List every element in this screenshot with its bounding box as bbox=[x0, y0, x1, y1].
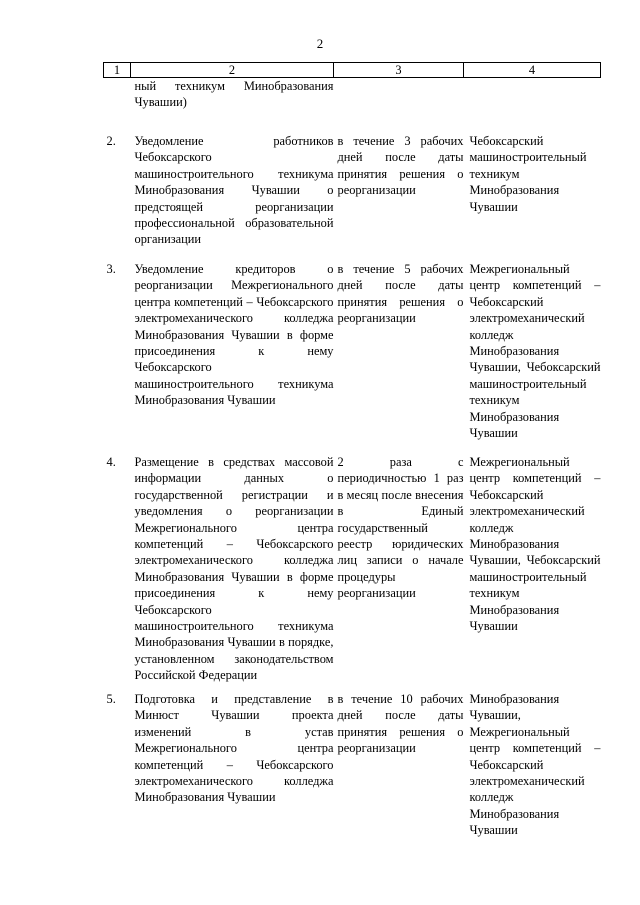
row-number: 5. bbox=[106, 692, 116, 706]
row-deadline bbox=[334, 78, 464, 134]
page-number: 2 bbox=[316, 36, 324, 51]
row-action: Размещение в средствах массовой информации данных о государственной регистрации и уведомления о реорганизации Межрегионального центра компетенций – Чебоксарского электромеханического колледжа Минобразования Чувашии в форме присоединения к нему Чебоксарского машиностроительного техникума Минобразования Чувашии в порядке, установленном законодательством Российской Федерации bbox=[134, 455, 334, 683]
plan-table bbox=[103, 62, 601, 839]
row-number: 2. bbox=[106, 134, 116, 148]
row-responsible: Межрегиональный центр компетенций – Чебоксарский электромеханический колледж Минобразования Чувашии, Чебоксарский машиностроительный техникум Минобразования Чувашии bbox=[469, 262, 601, 441]
table-row-continuation bbox=[104, 78, 601, 134]
column-number-1: 1 bbox=[104, 63, 131, 78]
row-responsible: Межрегиональный центр компетенций – Чебоксарский электромеханический колледж Минобразования Чувашии, Чебоксарский машиностроительный техникум Минобразования Чувашии bbox=[469, 455, 601, 634]
column-number-4: 4 bbox=[464, 63, 601, 78]
row-deadline: в течение 10 рабочих дней после даты принятия решения о реорганизации bbox=[337, 692, 464, 756]
row-number: 3. bbox=[106, 262, 116, 276]
row-deadline: 2 раза с периодичностью 1 раз в месяц после внесения в Единый государственный реестр юридических лиц записи о начале процедуры реорганизации bbox=[337, 455, 464, 601]
row-deadline: в течение 5 рабочих дней после даты принятия решения о реорганизации bbox=[337, 262, 464, 326]
row-responsible bbox=[464, 78, 601, 134]
row-number bbox=[104, 78, 131, 134]
table-row bbox=[104, 133, 601, 261]
table-header-row bbox=[104, 63, 601, 78]
column-number-3: 3 bbox=[334, 63, 464, 78]
row-action: ный техникум Минобразования Чувашии) bbox=[134, 79, 334, 110]
column-number-2: 2 bbox=[131, 63, 334, 78]
row-action: Подготовка и представление в Минюст Чувашии проекта изменений в устав Межрегионального центра компетенций – Чебоксарского электромеханического колледжа Минобразования Чувашии bbox=[134, 692, 334, 805]
table-row bbox=[104, 691, 601, 839]
table-row bbox=[104, 454, 601, 691]
row-deadline: в течение 3 рабочих дней после даты принятия решения о реорганизации bbox=[337, 134, 464, 198]
row-responsible: Минобразования Чувашии, Межрегиональный центр компетенций – Чебоксарский электромеханический колледж Минобразования Чувашии bbox=[469, 692, 601, 838]
table-row bbox=[104, 261, 601, 454]
row-number: 4. bbox=[106, 455, 116, 469]
row-action: Уведомление кредиторов о реорганизации Межрегионального центра компетенций – Чебоксарского электромеханического колледжа Минобразования Чувашии в форме присоединения к нему Чебоксарского машиностроительного техникума Минобразования Чувашии bbox=[134, 262, 334, 408]
row-responsible: Чебоксарский машиностроительный техникум Минобразования Чувашии bbox=[469, 134, 587, 214]
row-action: Уведомление работников Чебоксарского машиностроительного техникума Минобразования Чувашии о предстоящей реорганизации профессиональной образовательной организации bbox=[134, 134, 334, 247]
